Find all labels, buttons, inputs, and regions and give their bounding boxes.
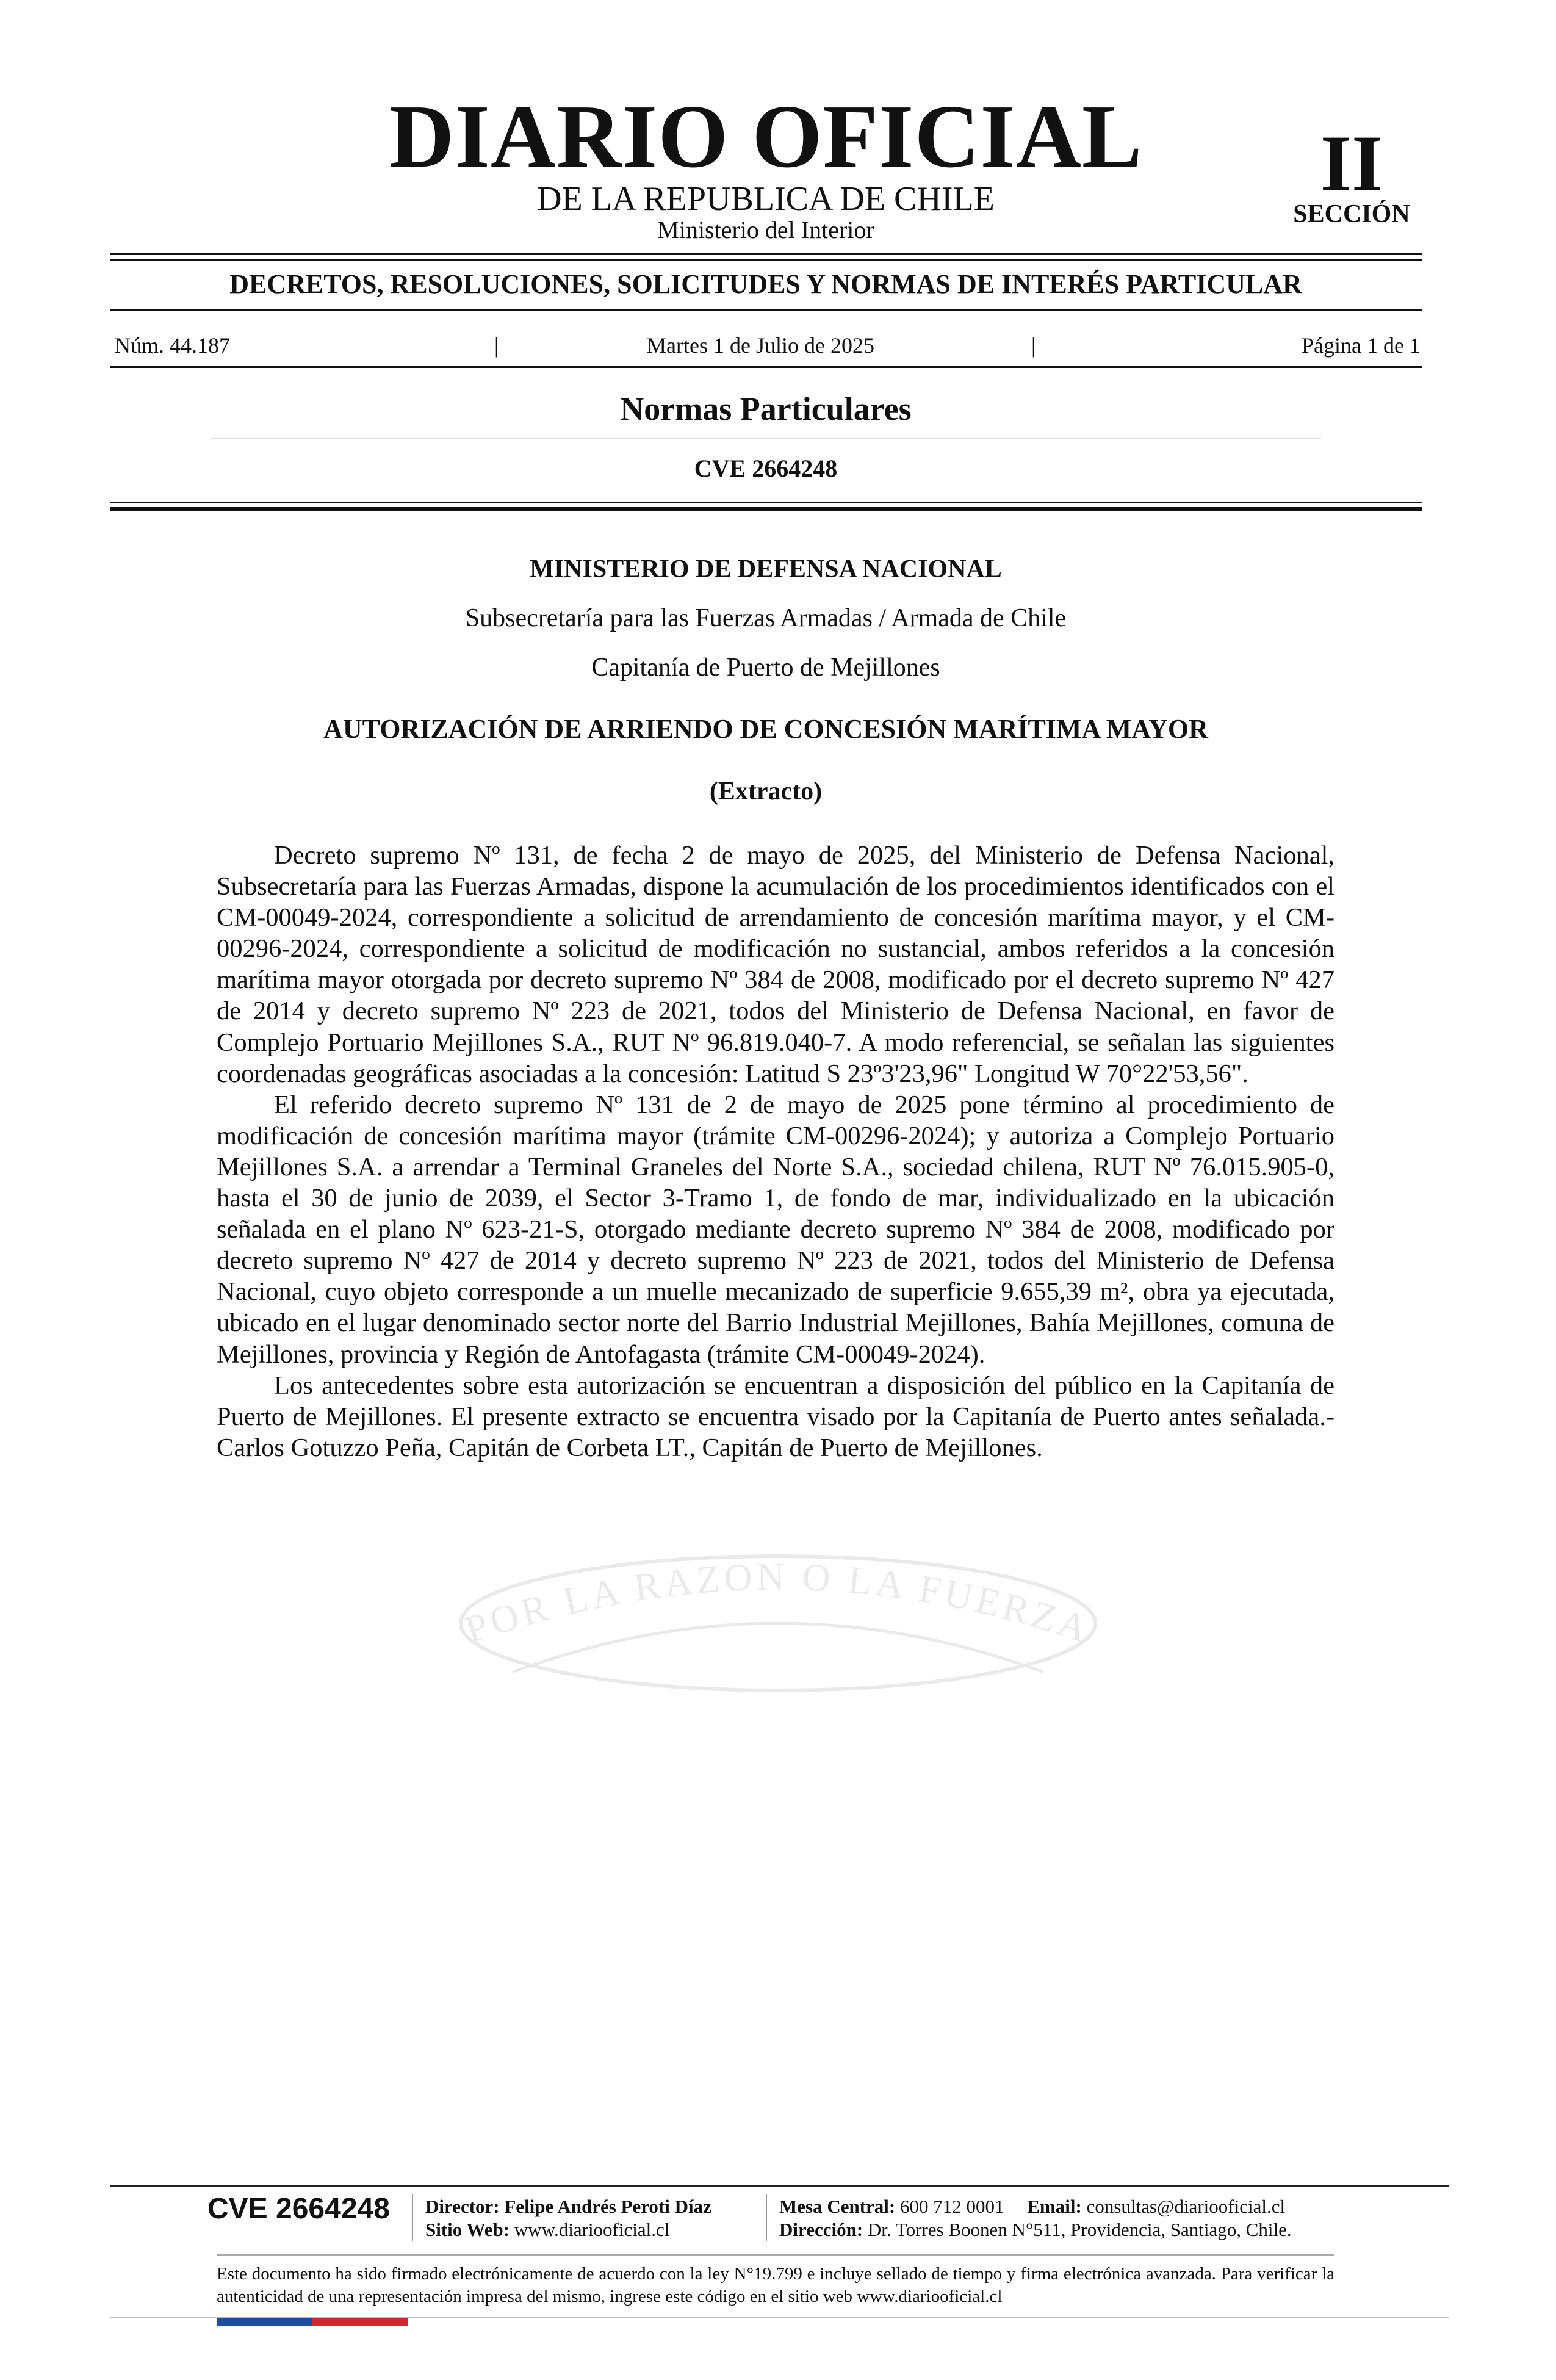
- coat-of-arms-watermark: [427, 1489, 1129, 1697]
- email-label: Email:: [1027, 2196, 1082, 2217]
- svg-text:POR LA RAZON O LA FUERZA: [459, 1555, 1097, 1651]
- cve-rule-thick: [110, 507, 1422, 511]
- footer-contact: [779, 2197, 1285, 2216]
- footer-rule: [110, 2185, 1449, 2187]
- header-rule-mid: [110, 309, 1422, 311]
- document-title: AUTORIZACIÓN DE ARRIENDO DE CONCESIÓN MARÍTIMA MAYOR: [323, 714, 1208, 744]
- footer-divider: [412, 2194, 413, 2241]
- body-paragraph: Decreto supremo Nº 131, de fecha 2 de mayo de 2025, del Ministerio de Defensa Nacional, Subsecretaría para las Fuerzas Armadas, dispone la acumulación de los procedimientos identificados con el CM-00049-2024, correspondiente a solicitud de arrendamiento de concesión marítima mayor, y el CM-00296-2024, correspondiente a solicitud de modificación no sustancial, ambos referidos a la concesión marítima mayor otorgada por decreto supremo Nº 384 de 2008, modificado por el decreto supremo Nº 427 de 2014 y decreto supremo Nº 223 de 2021, todos del Ministerio de Defensa Nacional, en favor de Complejo Portuario Mejillones S.A., RUT Nº 96.819.040-7. A modo referencial, se señalan las siguientes coordenadas geográficas asociadas a la concesión: Latitud S 23º3'23,96" Longitud W 70°22'53,56".: [217, 841, 1334, 1088]
- footer-divider: [766, 2194, 767, 2241]
- footer-director: [425, 2197, 711, 2216]
- document-subsecretaria: Subsecretaría para las Fuerzas Armadas / Armada de Chile: [465, 604, 1067, 632]
- watermark-motto: POR LA RAZON O LA FUERZA: [459, 1554, 1097, 1652]
- section-heading: DECRETOS, RESOLUCIONES, SOLICITUDES Y NORMAS DE INTERÉS PARTICULAR: [229, 269, 1302, 299]
- website-label: Sitio Web:: [425, 2219, 510, 2240]
- masthead-ministry: Ministerio del Interior: [657, 216, 874, 243]
- footer-address: [779, 2220, 1292, 2239]
- document-ministry: MINISTERIO DE DEFENSA NACIONAL: [530, 555, 1002, 583]
- flag-blue-segment: [217, 2318, 312, 2326]
- document-subtitle: (Extracto): [709, 777, 823, 806]
- phone-number: 600 712 0001: [900, 2196, 1004, 2217]
- masthead-title: DIARIO OFICIAL: [389, 87, 1143, 187]
- address-text: Dr. Torres Boonen N°511, Providencia, Santiago, Chile.: [867, 2219, 1292, 2240]
- header-rule-top: [110, 253, 1422, 255]
- flag-color-bar: [217, 2318, 408, 2326]
- issue-number: Núm. 44.187: [115, 333, 230, 358]
- page-number: Página 1 de 1: [1302, 333, 1421, 358]
- issue-date: Martes 1 de Julio de 2025: [647, 333, 874, 358]
- section-number: II: [1320, 118, 1383, 208]
- director-label: Director:: [425, 2196, 500, 2217]
- address-label: Dirección:: [779, 2219, 863, 2240]
- footer-cve: CVE 2664248: [207, 2193, 390, 2225]
- document-capitania: Capitanía de Puerto de Mejillones: [591, 654, 940, 682]
- director-name: Felipe Andrés Peroti Díaz: [504, 2196, 711, 2217]
- section-label: SECCIÓN: [1293, 200, 1410, 228]
- flag-red-segment: [312, 2318, 408, 2326]
- document-body: [217, 840, 1334, 1463]
- info-rule: [110, 366, 1422, 368]
- email-link[interactable]: consultas@diariooficial.cl: [1086, 2196, 1286, 2217]
- section-title-underline: [211, 438, 1321, 439]
- footer-bottom-rule: [110, 2317, 1449, 2318]
- phone-label: Mesa Central:: [779, 2196, 896, 2217]
- footer-signature-rule: [217, 2254, 1334, 2256]
- website-link[interactable]: www.diariooficial.cl: [514, 2219, 670, 2240]
- issue-separator: |: [494, 333, 499, 358]
- body-paragraph: Los antecedentes sobre esta autorización se encuentran a disposición del público en la Capitanía de Puerto de Mejillones. El presente extracto se encuentra visado por la Capitanía de Puerto antes señalada.- Carlos Gotuzzo Peña, Capitán de Corbeta LT., Capitán de Puerto de Mejillones.: [217, 1371, 1334, 1462]
- footer-signature-note: Este documento ha sido firmado electrónicamente de acuerdo con la ley N°19.799 e incluye sellado de tiempo y firma electrónica avanzada. Para verificar la autenticidad de una representación impresa del mismo, ingrese este código en el sitio web www.diariooficial.cl: [217, 2264, 1334, 2306]
- footer-website: [425, 2220, 669, 2239]
- cve-rule: [110, 502, 1422, 503]
- header-rule-top-thin: [110, 259, 1422, 261]
- issue-separator: |: [1031, 333, 1036, 358]
- body-paragraph: El referido decreto supremo Nº 131 de 2 de mayo de 2025 pone término al procedimiento de modificación de concesión marítima mayor (trámite CM-00296-2024); y autoriza a Complejo Portuario Mejillones S.A. a arrendar a Terminal Graneles del Norte S.A., sociedad chilena, RUT Nº 76.015.905-0, hasta el 30 de junio de 2039, el Sector 3-Tramo 1, de fondo de mar, individualizado en la ubicación señalada en el plano Nº 623-21-S, otorgado mediante decreto supremo Nº 384 de 2008, modificado por decreto supremo Nº 427 de 2014 y decreto supremo Nº 223 de 2021, todos del Ministerio de Defensa Nacional, cuyo objeto corresponde a un muelle mecanizado de superficie 9.655,39 m², obra ya ejecutada, ubicado en el lugar denominado sector norte del Barrio Industrial Mejillones, Bahía Mejillones, comuna de Mejillones, provincia y Región de Antofagasta (trámite CM-00049-2024).: [217, 1090, 1334, 1369]
- masthead-subtitle: DE LA REPUBLICA DE CHILE: [537, 180, 995, 218]
- section-title: Normas Particulares: [620, 391, 912, 427]
- cve-code: CVE 2664248: [694, 455, 838, 482]
